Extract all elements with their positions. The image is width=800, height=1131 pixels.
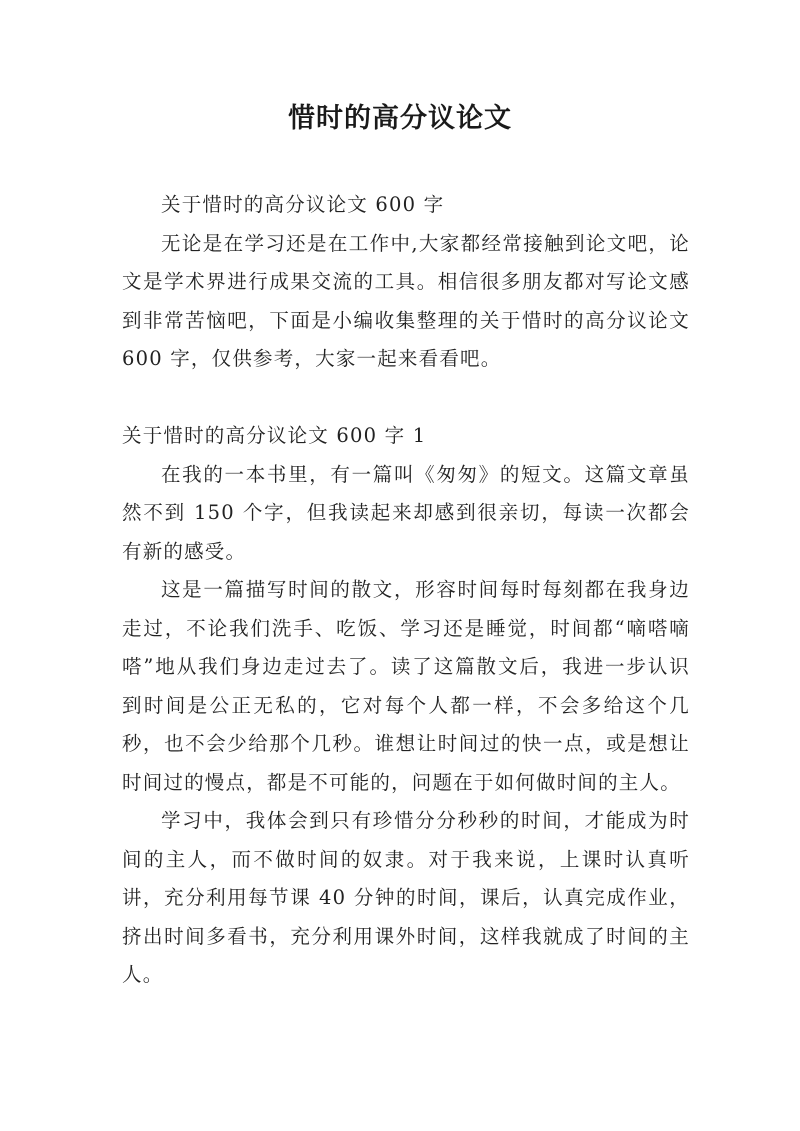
essay-heading: 关于惜时的高分议论文 600 字 1 [122, 424, 427, 447]
section-spacer [122, 379, 690, 418]
intro-paragraph: 无论是在学习还是在工作中,大家都经常接触到论文吧，论文是学术界进行成果交流的工具。相信很多朋友都对写论文感到非常苦恼吧，下面是小编收集整理的关于惜时的高分议论文 600 字，仅供参考，大家一起来看看吧。 [122, 231, 690, 370]
essay-paragraph: 学习中，我体会到只有珍惜分分秒秒的时间，才能成为时间的主人，而不做时间的奴隶。对于我来说，上课时认真听讲，充分利用每节课 40 分钟的时间，课后，认真完成作业，挤出时间多看书，充分利用课外时间，这样我就成了时间的主人。 [122, 809, 690, 986]
intro-heading: 关于惜时的高分议论文 600 字 [161, 193, 445, 216]
document-title: 惜时的高分议论文 [288, 103, 512, 134]
essay-paragraph: 在我的一本书里，有一篇叫《匆匆》的短文。这篇文章虽然不到 150 个字，但我读起来却感到很亲切，每读一次都会有新的感受。 [122, 462, 690, 563]
document-body [122, 186, 690, 995]
essay-paragraph: 这是一篇描写时间的散文，形容时间每时每刻都在我身边走过，不论我们洗手、吃饭、学习还是睡觉，时间都“嘀嗒嘀嗒”地从我们身边走过去了。读了这篇散文后，我进一步认识到时间是公正无私的，它对每个人都一样，不会多给这个几秒，也不会少给那个几秒。谁想让时间过的快一点，或是想让时间过的慢点，都是不可能的，问题在于如何做时间的主人。 [122, 578, 690, 794]
